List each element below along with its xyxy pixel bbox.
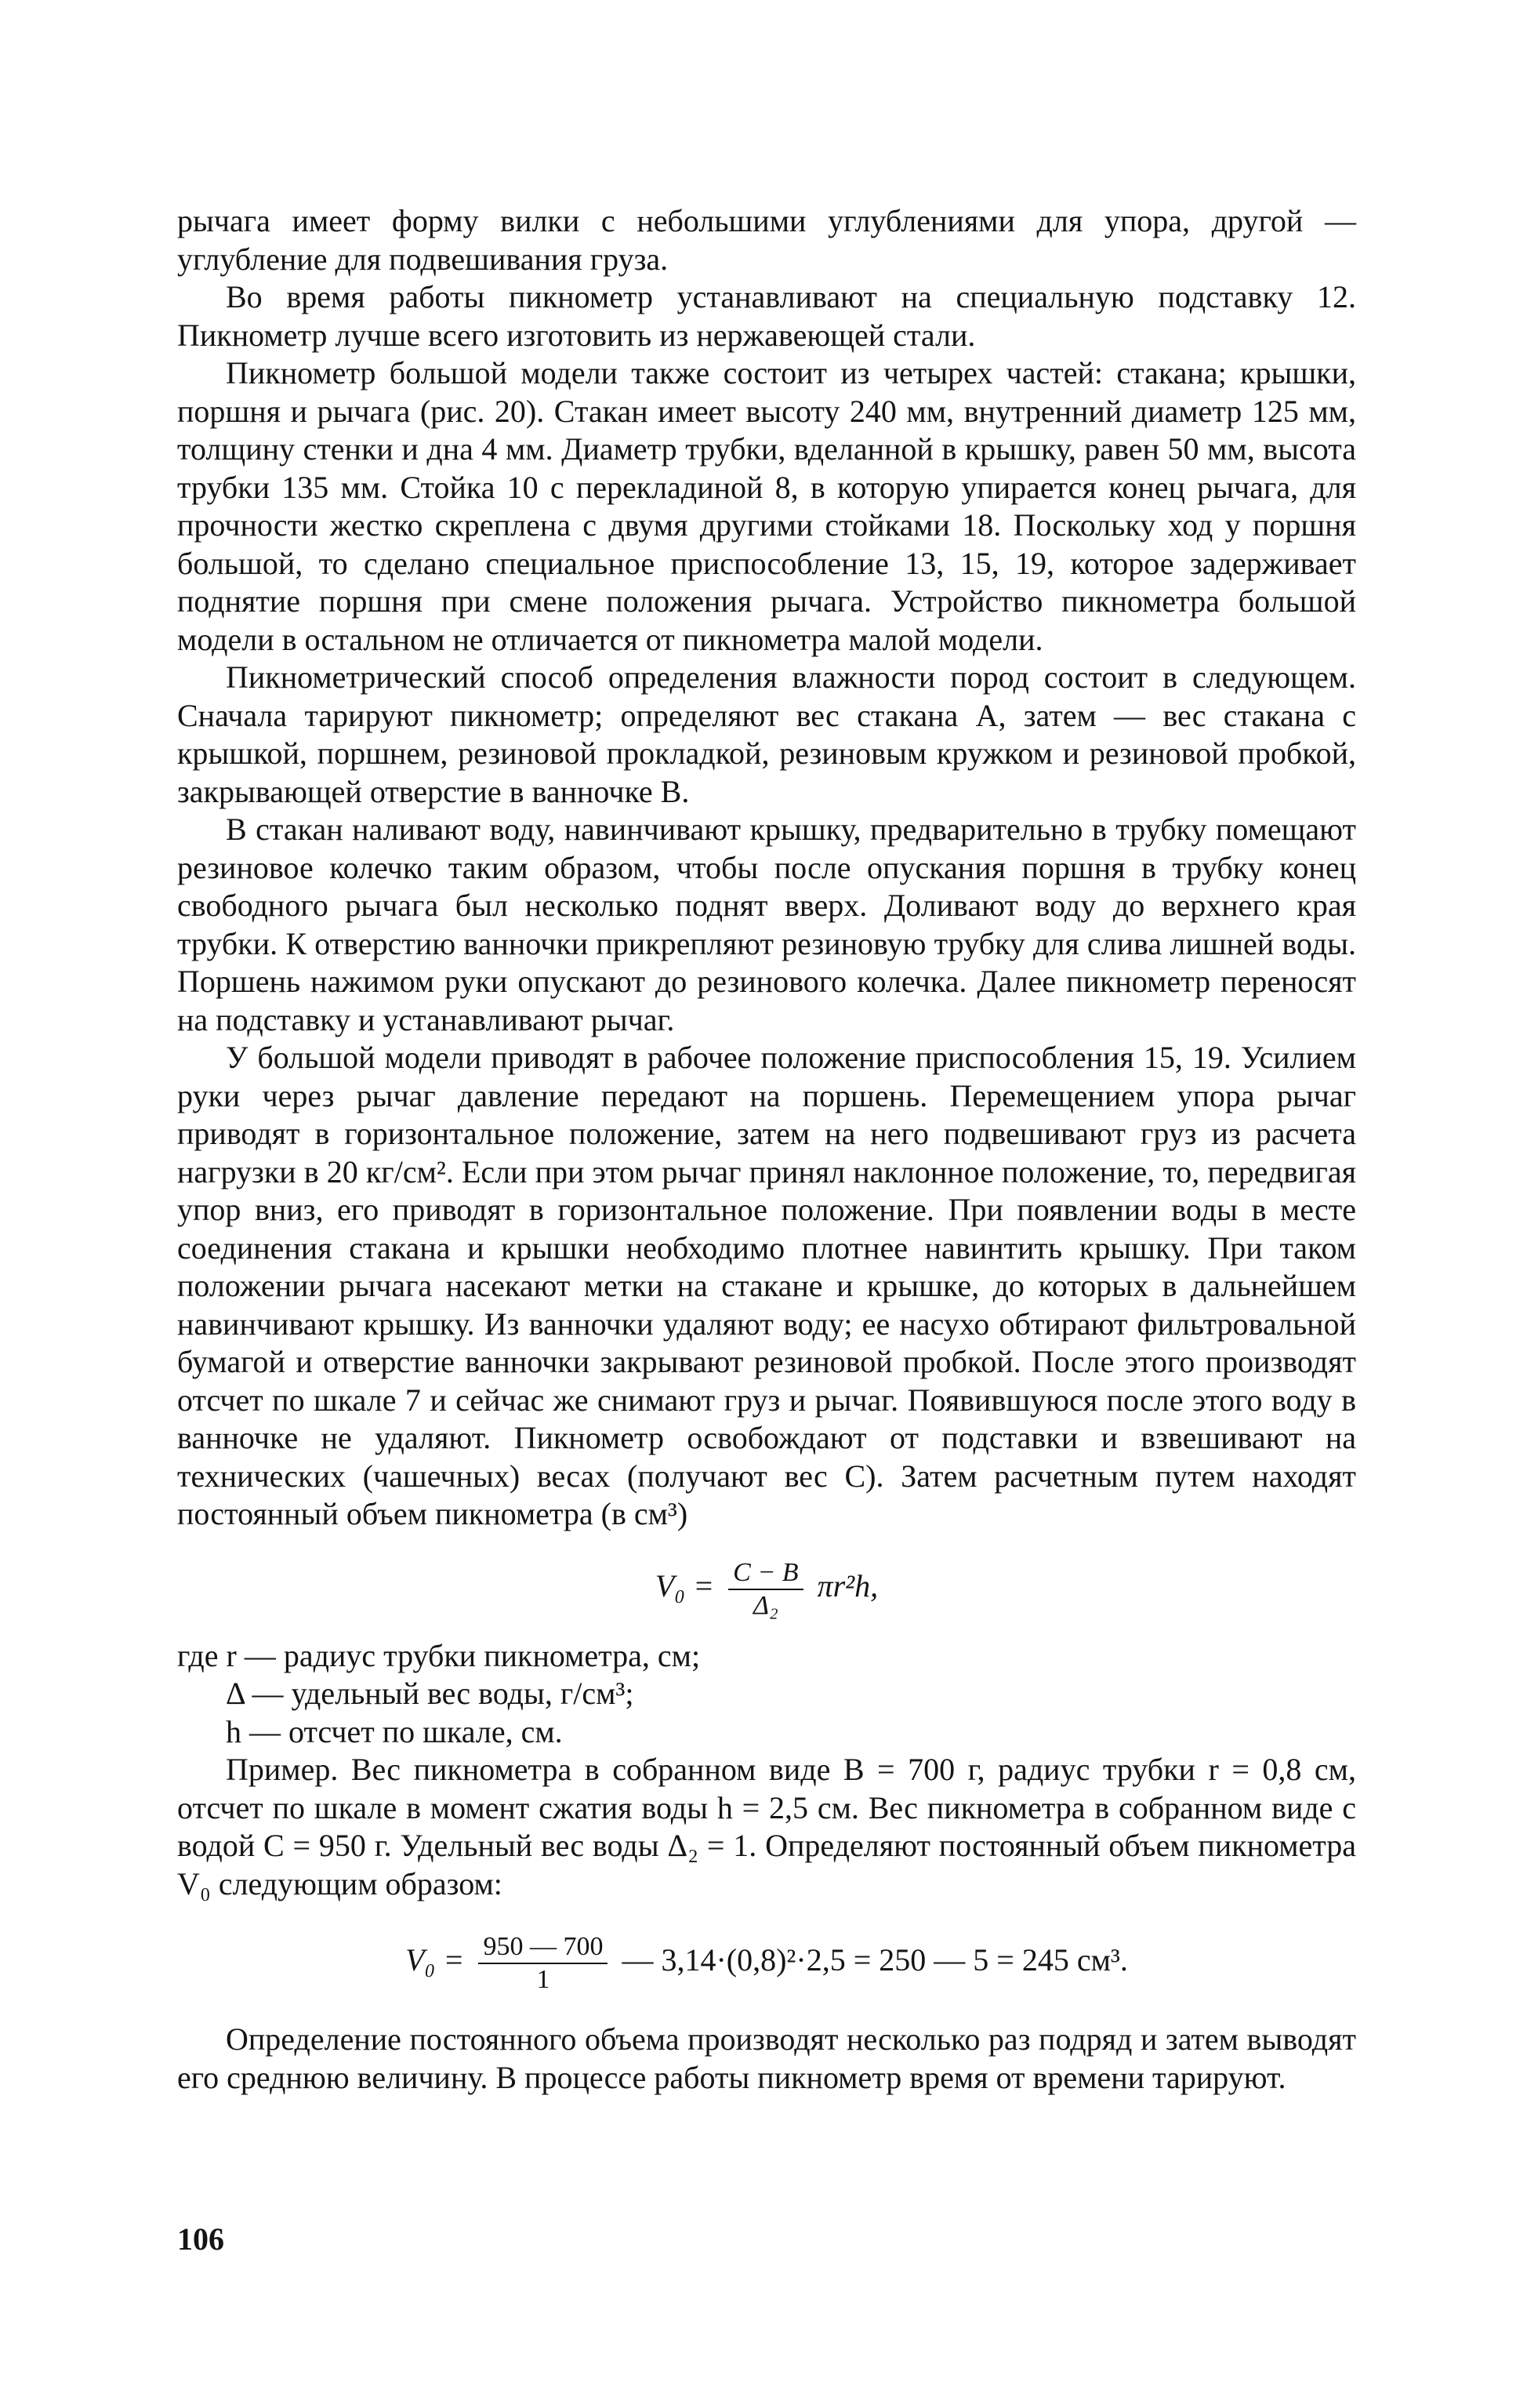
- formula-volume-lhs: V₀ =: [655, 1567, 715, 1604]
- formula-volume-fraction: [728, 1557, 803, 1622]
- definition-r: где r — радиус трубки пикнометра, см;: [177, 1637, 701, 1673]
- paragraph-6: У большой модели приводят в рабочее положение приспособления 15, 19. Усилием руки через рычаг давление передают на поршень. Перемещением упора рычаг приводят в горизонтальное положение, затем на него подвешивают груз из расчета нагрузки в 20 кг/см². Если при этом рычаг принял наклонное положение, то, передвигая упор вниз, его приводят в горизонтальное положение. При появлении воды в месте соединения стакана и крышки необходимо плотнее навинтить крышку. При таком положении рычага насекают метки на стакане и крышке, до которых в дальнейшем навинчивают крышку. Из ванночки удаляют воду; ее насухо обтирают фильтровальной бумагой и отверстие ванночки закрывают резиновой пробкой. После этого производят отсчет по шкале 7 и сейчас же снимают груз и рычаг. Появившуюся после этого воду в ванночке не удаляют. Пикнометр освобождают от подставки и взвешивают на технических (чашечных) весах (получают вес C). Затем расчетным путем находят постоянный объем пикнометра (в см³): [177, 1040, 1356, 1531]
- paragraph-4: Пикнометрический способ определения влажности пород состоит в следующем. Сначала тарируют пикнометр; определяют вес стакана A, затем — вес стакана с крышкой, поршнем, резиновой прокладкой, резиновым кружком и резиновой пробкой, закрывающей отверстие в ванночке B.: [177, 659, 1356, 809]
- paragraph-5: В стакан наливают воду, навинчивают крышку, предварительно в трубку помещают резиновое колечко таким образом, чтобы после опускания поршня в трубку конец свободного рычага был несколько поднят вверх. Доливают воду до верхнего края трубки. К отверстию ванночки прикрепляют резиновую трубку для слива лишней воды. Поршень нажимом руки опускают до резинового колечка. Далее пикнометр переносят на подставку и устанавливают рычаг.: [177, 812, 1356, 1037]
- paragraph-2: Во время работы пикнометр устанавливают на специальную подставку 12. Пикнометр лучше всего изготовить из нержавеющей стали.: [177, 279, 1356, 353]
- page-number: 106: [177, 2221, 224, 2257]
- formula-volume-rhs: πr²h,: [817, 1567, 879, 1604]
- definition-delta: Δ — удельный вес воды, г/см³;: [226, 1676, 634, 1711]
- example-paragraph: Пример. Вес пикнометра в собранном виде B = 700 г, радиус трубки r = 0,8 см, отсчет по шкале в момент сжатия воды h = 2,5 см. Вес пикнометра в собранном виде с водой C = 950 г. Удельный вес воды Δ₂ = 1. Определяют постоянный объем пикнометра V₀ следующим образом:: [177, 1752, 1356, 1901]
- formula-example-rhs: — 3,14·(0,8)²·2,5 = 250 — 5 = 245 см³.: [622, 1942, 1128, 1978]
- formula-example-denominator: 1: [536, 1965, 550, 1994]
- formula-volume-denominator: Δ₂: [753, 1590, 778, 1620]
- page-body: [177, 202, 1356, 2097]
- formula-example-numerator: 950 — 700: [478, 1931, 608, 1964]
- formula-example: [177, 1903, 1356, 2021]
- variable-definitions: [177, 1637, 1356, 1752]
- formula-example-fraction: [478, 1931, 608, 1996]
- formula-example-lhs: V₀ =: [405, 1942, 465, 1978]
- paragraph-1: рычага имеет форму вилки с небольшими углублениями для упора, другой — углубление для подвешивания груза.: [177, 203, 1356, 277]
- paragraph-3: Пикнометр большой модели также состоит из четырех частей: стакана; крышки, поршня и рычага (рис. 20). Стакан имеет высоту 240 мм, внутренний диаметр 125 мм, толщину стенки и дна 4 мм. Диаметр трубки, вделанной в крышку, равен 50 мм, высота трубки 135 мм. Стойка 10 с перекладиной 8, в которую упирается конец рычага, для прочности жестко скреплена с двумя другими стойками 18. Поскольку ход у поршня большой, то сделано специальное приспособление 13, 15, 19, которое задерживает поднятие поршня при смене положения рычага. Устройство пикнометра большой модели в остальном не отличается от пикнометра малой модели.: [177, 355, 1356, 657]
- definition-h: h — отсчет по шкале, см.: [226, 1713, 563, 1749]
- formula-volume-numerator: C − B: [728, 1557, 803, 1590]
- closing-paragraph: Определение постоянного объема производят несколько раз подряд и затем выводят его среднюю величину. В процессе работы пикнометр время от времени тарируют.: [177, 2021, 1356, 2095]
- formula-volume: [177, 1534, 1356, 1637]
